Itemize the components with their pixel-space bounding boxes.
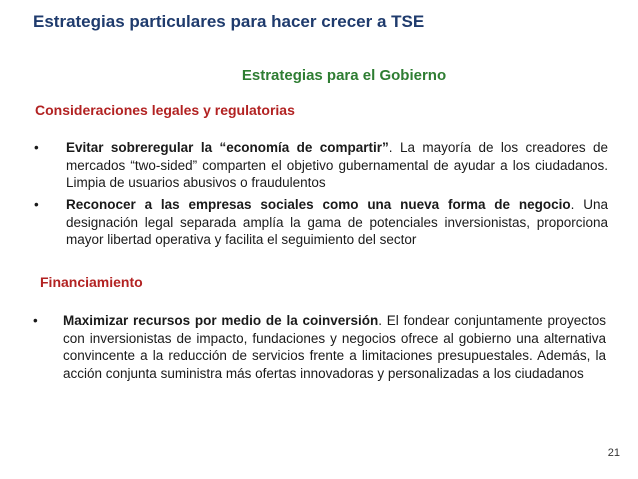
bullet-text: . El fondear conjuntamente proyectos con inversionistas de impacto, fundaciones y negocios ofrece al gobierno una alternativa convincente a la reducción de servicios frente a limitaciones presupuestales. Además, la acción conjunta suministra más ofertas innovadoras y personalizadas a los ciudadanos: [63, 313, 606, 381]
section-heading-legal: Consideraciones legales y regulatorias: [35, 102, 295, 118]
bullet-lead: Reconocer a las empresas sociales como una nueva forma de negocio: [66, 197, 571, 212]
bullet-item: [34, 196, 608, 249]
bullet-item: [34, 139, 608, 192]
bullet-lead: Evitar sobreregular la “economía de compartir”: [66, 140, 389, 155]
bullet-text: . La mayoría de los creadores de mercados “two-sided” comparten el objetivo gubernamental de ayudar a los ciudadanos. Limpia de usuarios abusivos o fraudulentos: [66, 140, 608, 190]
bullet-text: . Una designación legal separada amplía la gama de potenciales inversionistas, proporciona mayor libertad operativa y facilita el seguimiento del sector: [66, 197, 608, 247]
page-number: 21: [607, 447, 620, 459]
slide-subtitle: Estrategias para el Gobierno: [241, 67, 447, 84]
bullet-marker: •: [34, 197, 39, 212]
section-heading-financing: Financiamiento: [40, 274, 143, 290]
bullet-lead: Maximizar recursos por medio de la coinversión: [63, 313, 379, 328]
bullet-marker: •: [34, 140, 39, 155]
slide-title: Estrategias particulares para hacer crecer a TSE: [33, 12, 425, 31]
bullet-marker: •: [33, 313, 38, 328]
bullet-item: [33, 312, 606, 382]
